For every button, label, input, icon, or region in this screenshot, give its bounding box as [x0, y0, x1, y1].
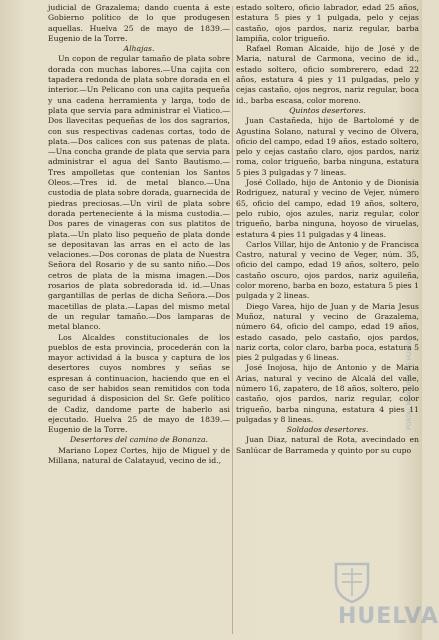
- heading-soldados-desertores: Soldados desertores.: [286, 425, 369, 435]
- watermark-vertical-text: PORTAL MUNICIPAL DE HUELVA: [406, 337, 413, 430]
- paragraph-diego-varea: Diego Varea, hijo de Juan y de Maria Jesus Muñoz, natural y vecino de Grazalema, número 64, oficio del campo, edad 19 años, estado casado, pelo castaño, ojos pardos, nariz corta, color claro, barba poca, estatura 5 pies 2 pulgadas y 6 lineas.: [236, 301, 419, 363]
- paragraph-mariano-continued: estado soltero, oficio labrador, edad 25 años, estatura 5 pies y 1 pulgada, pelo y cejas castaño, ojos pardos, nariz regular, barba lampiña, color trigueño.: [236, 3, 419, 43]
- paragraph-jose-collado: José Collado, hijo de Antonio y de Dionisia Rodriguez, natural y vecino de Vejer, número 65, oficio del campo, edad 19 años, soltero, pelo rubio, ojos azules, nariz regular, color trigueño, barba ninguna, hoyoso de viruelas, estatura 4 pies 11 pulgadas y 4 lineas.: [236, 178, 419, 239]
- paragraph-grazalema-end: judicial de Grazalema; dando cuenta á este Gobierno político de lo que produgesen aquellas. Huelva 25 de mayo de 1839.—Eugenio de la Torre.: [48, 3, 230, 43]
- paragraph-carlos-villar: Carlos Villar, hijo de Antonio y de Francisca Castro, natural y vecino de Veger, núm. 35, oficio del campo, edad 19 años, soltero, pelo castaño oscuro, ojos pardos, nariz aguileña, color moreno, barba en bozo, estatura 5 pies 1 pulgada y 2 lineas.: [236, 239, 419, 301]
- paragraph-mariano-lopez: Mariano Lopez Cortes, hijo de Miguel y de Millana, natural de Calatayud, vecino de id.,: [48, 445, 230, 466]
- right-column: [236, 3, 419, 456]
- left-column: [48, 3, 230, 466]
- paragraph-juan-castaneda: Juan Castañeda, hijo de Bartolomé y de Agustina Solano, natural y vecino de Olvera, oficio del campo, edad 19 años, estado soltero, pelo y cejas castaño claro, ojos pardos, nariz roma, color trigueño, barba ninguna, estatura 5 pies 3 pulgadas y 7 lineas.: [236, 116, 419, 177]
- watermark-text: HUELVA: [338, 604, 439, 629]
- paragraph-alhajas-list: Un copon de regular tamaño de plata sobre dorada con muchas labores.—Una cajita con tapadera redonda de plata sobre dorada en el interior.—Un Pelicano con una cajita pequeña y una cadena herramienta y larga, todo de plata que servia para administrar el Viatico.—Dos llavecitas pequeñas de los dos sagrarios, con sus respectivas cadenas cortas, todo de plata.—Dos calices con sus patenas de plata.—Una concha grande de plata que servia para administrar el agua del Santo Bautismo.—Tres ampolletas que contenian los Santos Oleos.—Tres id. de metal blanco.—Una custodia de plata sobre dorada, guarnecida de piedras preciosas.—Un viril de plata sobre dorada perteneciente á la misma custodia.—Dos pares de vinageras con sus platitos de plata.—Un plato liso pequeño de plata donde se depositavan las arras en el acto de las velaciones.—Dos coronas de plata de Nuestra Señora del Rosario y de su santo niño.—Dos cetros de plata de la misma imagen.—Dos rosarios de plata sobredorada id. id.—Unas gargantillas de perlas de dicha Señora.—Dos macetillas de plata.—Lapas del mismo metal de un regular tamaño.—Dos lamparas de metal blanco.: [48, 54, 230, 332]
- paragraph-jose-inojosa: José Inojosa, hijo de Antonio y de Maria Arias, natural y vecino de Alcalá del valle, número 16, zapatero, de 18 años, soltero, pelo castaño, ojos pardos, nariz regular, color trigueño, barba ninguna, estatura 4 pies 11 pulgadas y 8 lineas.: [236, 363, 419, 424]
- heading-desertores-bonanza: Desertores del camino de Bonanza.: [70, 435, 208, 445]
- huelva-watermark: [330, 560, 439, 632]
- heading-quintos-desertores: Quintos desertores.: [289, 105, 366, 115]
- heading-alhajas: Alhajas.: [123, 44, 155, 54]
- paragraph-rafael-roman: Rafael Roman Alcaide, hijo de José y de Maria, natural de Carmona, vecino de id., estado soltero, oficio sombrerero, edad 22 años, estatura 4 pies y 11 pulgadas, pelo y cejas castaño, ojos negros, nariz regular, boca id., barba escasa, color moreno.: [236, 44, 419, 105]
- column-divider: [232, 6, 233, 634]
- paragraph-alcaldes-notice: Los Alcaldes constitucionales de los pueblos de esta provincia, procederán con la mayor actividad á la busca y captura de los desertores cuyos nombres y señas se espresan á continuacion, haciendo que en el caso de ser habidos sean remitidos con toda seguridad á disposicion del Sr. Gefe político de Cadiz, dandome parte de haberlo asi ejecutado. Huelva 25 de mayo de 1839.—Eugenio de la Torre.: [48, 332, 230, 435]
- paragraph-juan-diaz: Juan Diaz, natural de Rota, avecindado en Sanlúcar de Barrameda y quinto por su cupo: [236, 435, 419, 455]
- coat-of-arms-icon: [332, 560, 372, 604]
